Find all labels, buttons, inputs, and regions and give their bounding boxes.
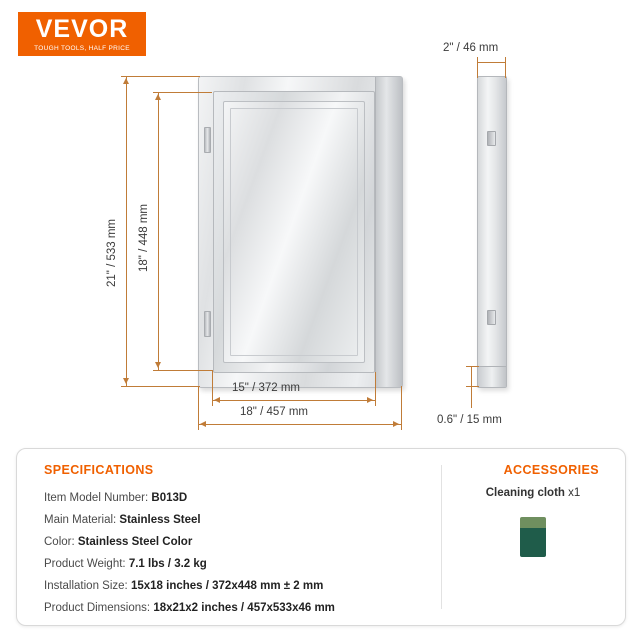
hinge-top xyxy=(204,127,211,153)
spec-label-product-dimensions: Product Dimensions: xyxy=(44,602,151,614)
leader-line-side-lip xyxy=(471,386,472,408)
dim-line-side-lip xyxy=(471,366,472,386)
door-frame-bevel xyxy=(213,91,375,373)
accessories-item-name: Cleaning cloth xyxy=(485,487,565,499)
ext-line-overall-width-left xyxy=(198,386,199,424)
dim-label-overall-height: 21" / 533 mm xyxy=(106,218,118,287)
accessories-item-qty: x1 xyxy=(568,487,581,499)
ext-line-inner-width-left xyxy=(212,370,213,400)
dim-arrow-inner-width-left xyxy=(214,397,220,403)
spec-label-weight: Product Weight: xyxy=(44,558,126,570)
dim-line-inner-height xyxy=(158,92,159,370)
dim-arrow-overall-width-right xyxy=(393,421,399,427)
specifications-list xyxy=(44,487,424,619)
hinge-bottom xyxy=(204,311,211,337)
ext-line-inner-width-right xyxy=(375,372,376,400)
dim-label-inner-height: 18" / 448 mm xyxy=(138,203,150,272)
spec-label-color: Color: xyxy=(44,536,75,548)
dim-arrow-overall-height-up xyxy=(123,78,129,84)
spec-row-model xyxy=(44,487,424,509)
side-lip xyxy=(478,366,506,387)
ext-line-side-lip-bottom xyxy=(471,386,479,387)
ext-line-top-left xyxy=(126,76,200,77)
spec-value-model: B013D xyxy=(151,492,188,504)
dim-line-overall-width xyxy=(198,424,401,425)
spec-value-product-dimensions: 18x21x2 inches / 457x533x46 mm xyxy=(153,602,335,614)
side-slot-bottom xyxy=(487,310,496,325)
brand-name: VEVOR xyxy=(35,14,129,43)
specifications-card xyxy=(16,448,626,626)
dim-arrow-overall-width-left xyxy=(200,421,206,427)
door-right-edge xyxy=(375,77,402,387)
side-slot-top xyxy=(487,131,496,146)
ext-line-inner-top xyxy=(158,92,212,93)
accessories-title: ACCESSORIES xyxy=(503,463,599,477)
spec-label-model: Item Model Number: xyxy=(44,492,149,504)
spec-row-material xyxy=(44,509,424,531)
specifications-title: SPECIFICATIONS xyxy=(44,463,154,477)
dim-line-inner-width xyxy=(212,400,375,401)
spec-row-product-dimensions xyxy=(44,597,424,619)
door-front-view xyxy=(198,76,403,388)
dim-label-overall-width: 18" / 457 mm xyxy=(240,406,309,418)
dim-line-overall-height xyxy=(126,76,127,386)
spec-row-installation-size xyxy=(44,575,424,597)
ext-line-side-depth-left xyxy=(477,62,478,78)
dim-label-inner-width: 15" / 372 mm xyxy=(232,382,301,394)
dim-arrow-inner-height-down xyxy=(155,362,161,368)
ext-line-side-lip-top xyxy=(471,366,479,367)
brand-tagline: TOUGH TOOLS, HALF PRICE xyxy=(34,44,130,52)
spec-value-color: Stainless Steel Color xyxy=(77,536,193,548)
ext-line-inner-bottom xyxy=(158,370,212,371)
spec-label-material: Main Material: xyxy=(44,514,117,526)
ext-line-overall-width-right xyxy=(401,386,402,424)
dim-label-side-lip: 0.6" / 15 mm xyxy=(437,414,502,426)
spec-value-installation-size: 15x18 inches / 372x448 mm ± 2 mm xyxy=(130,580,324,592)
dim-label-side-depth: 2" / 46 mm xyxy=(443,42,499,54)
door-panel-outline xyxy=(230,108,358,356)
spec-value-material: Stainless Steel xyxy=(119,514,201,526)
door-side-view xyxy=(477,76,507,388)
dim-arrow-overall-height-down xyxy=(123,378,129,384)
spec-row-weight xyxy=(44,553,424,575)
spec-row-color xyxy=(44,531,424,553)
cloth-sponge-body xyxy=(520,528,546,557)
accessories-item-label xyxy=(441,487,625,499)
spec-label-installation-size: Installation Size: xyxy=(44,580,128,592)
ext-line-bottom-left xyxy=(126,386,200,387)
dim-arrow-inner-width-right xyxy=(367,397,373,403)
dim-line-side-depth xyxy=(477,62,505,63)
spec-value-weight: 7.1 lbs / 3.2 kg xyxy=(128,558,207,570)
ext-line-side-depth-right xyxy=(505,62,506,78)
dim-arrow-inner-height-up xyxy=(155,94,161,100)
cleaning-cloth-image xyxy=(520,517,546,557)
door-inner-panel xyxy=(223,101,365,363)
